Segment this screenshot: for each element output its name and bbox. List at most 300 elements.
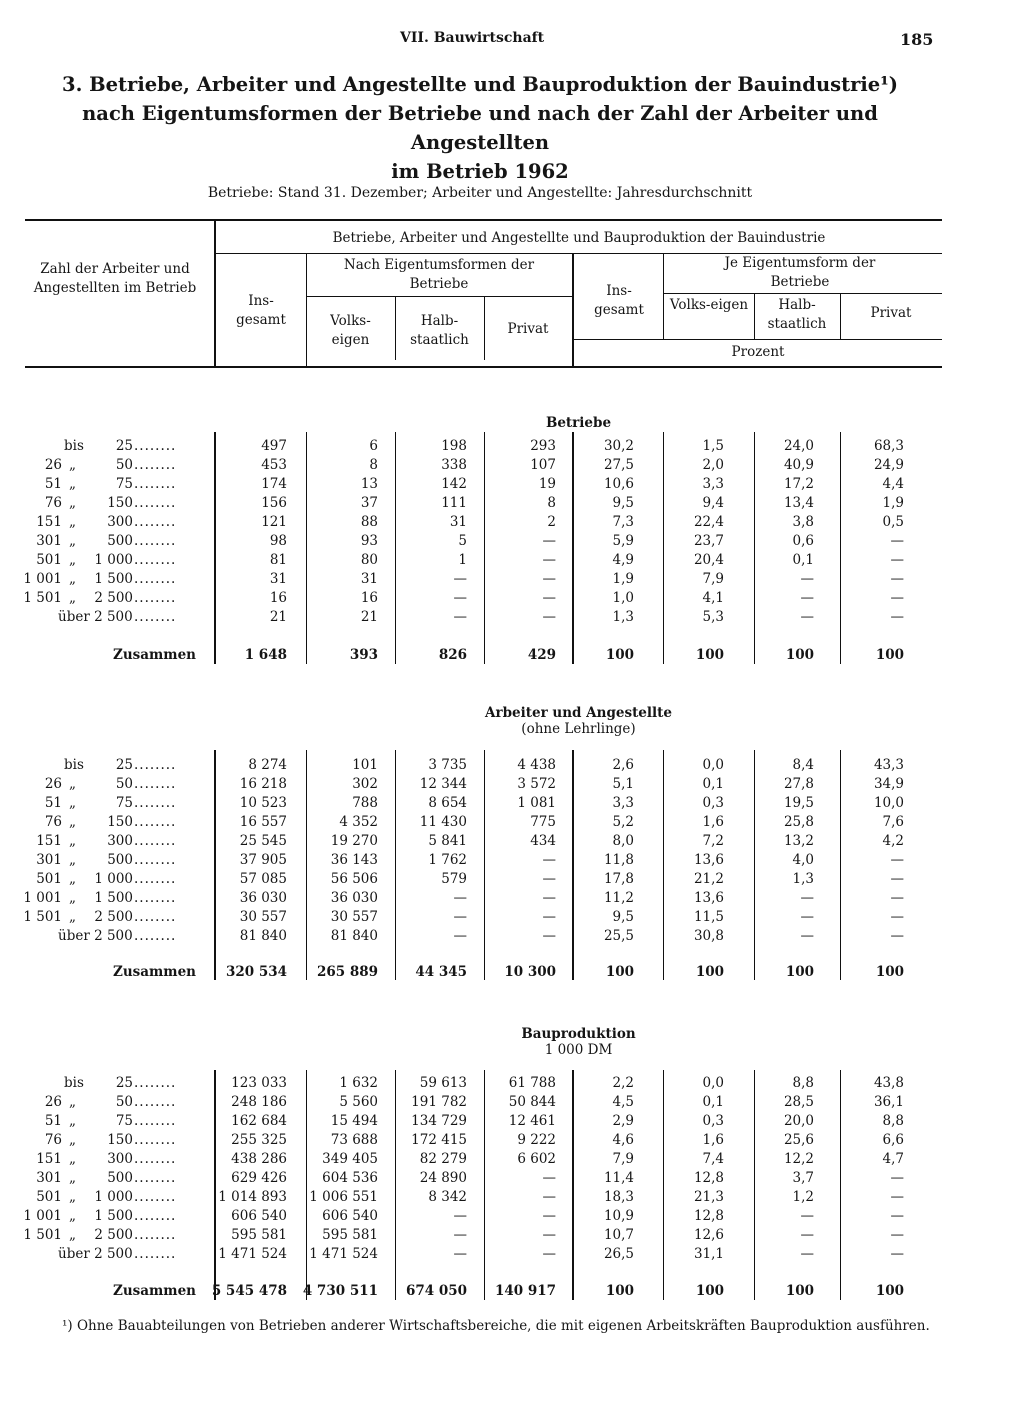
- ditto-mark: „: [69, 795, 76, 811]
- table-cell: 100: [785, 964, 814, 980]
- table-cell: 25,6: [783, 1132, 814, 1148]
- table-cell: 1 471 524: [218, 1246, 287, 1262]
- table-cell: 7,3: [612, 514, 634, 530]
- table-cell: 21: [360, 609, 378, 625]
- size-class-from: 76: [44, 495, 62, 511]
- size-class-from: 501: [36, 1189, 62, 1205]
- table-cell: —: [890, 1227, 904, 1243]
- size-class-to: 2 500: [94, 1227, 133, 1243]
- table-cell: 68,3: [873, 438, 904, 454]
- table-cell: 788: [352, 795, 378, 811]
- leader-dots: ........: [134, 795, 177, 811]
- table-title: [20, 70, 940, 186]
- table-cell: —: [890, 928, 904, 944]
- table-cell: 8,0: [612, 833, 634, 849]
- table-cell: 100: [695, 1283, 724, 1299]
- table-cell: 1,3: [792, 871, 814, 887]
- table-cell: 57 085: [239, 871, 287, 887]
- table-cell: 8,8: [792, 1075, 814, 1091]
- leader-dots: ........: [134, 776, 177, 792]
- table-row: [0, 1226, 1024, 1245]
- table-cell: 37: [360, 495, 378, 511]
- leader-dots: ........: [134, 476, 177, 492]
- size-class-from: über 2 500: [58, 1246, 133, 1262]
- table-cell: 0,5: [882, 514, 904, 530]
- table-cell: —: [542, 1170, 556, 1186]
- table-cell: 10,6: [603, 476, 634, 492]
- size-class-from: 151: [36, 833, 62, 849]
- leader-dots: ........: [134, 1151, 177, 1167]
- table-cell: 3,3: [612, 795, 634, 811]
- leader-dots: ........: [134, 909, 177, 925]
- table-title-line-1: 3. Betriebe, Arbeiter und Angestellte und Bauproduktion der Bauindustrie¹): [62, 73, 898, 96]
- size-class-from: bis: [64, 757, 84, 773]
- table-cell: 82 279: [419, 1151, 467, 1167]
- table-cell: 30,8: [693, 928, 724, 944]
- section-heading: [215, 1026, 942, 1058]
- size-class-from: 1 001: [23, 571, 62, 587]
- table-cell: 12 461: [508, 1113, 556, 1129]
- table-cell: 9,5: [612, 495, 634, 511]
- size-class-from: 501: [36, 552, 62, 568]
- table-cell: 3,8: [792, 514, 814, 530]
- table-cell: 17,2: [783, 476, 814, 492]
- col-header-halbstaatlich-pct: Halb-staatlich: [767, 297, 827, 332]
- table-cell: 21: [269, 609, 287, 625]
- table-cell: —: [453, 909, 467, 925]
- table-cell: —: [542, 890, 556, 906]
- table-cell: 93: [360, 533, 378, 549]
- col-header-insgesamt: Ins-gesamt: [236, 293, 286, 328]
- table-cell: 0,1: [792, 552, 814, 568]
- size-class-from: 301: [36, 852, 62, 868]
- ditto-mark: „: [69, 1151, 76, 1167]
- table-cell: 8 342: [428, 1189, 467, 1205]
- table-cell: —: [800, 928, 814, 944]
- table-cell: 21,2: [693, 871, 724, 887]
- table-cell: —: [890, 871, 904, 887]
- table-cell: 7,4: [702, 1151, 724, 1167]
- table-cell: —: [890, 909, 904, 925]
- table-cell: 8: [369, 457, 378, 473]
- size-class-to: 1 500: [94, 571, 133, 587]
- table-cell: 0,3: [702, 795, 724, 811]
- table-cell: 497: [261, 438, 287, 454]
- table-cell: —: [542, 1227, 556, 1243]
- size-class-from: 51: [44, 476, 62, 492]
- table-cell: 4,6: [612, 1132, 634, 1148]
- size-class-from: 76: [44, 1132, 62, 1148]
- table-row: [0, 1169, 1024, 1188]
- leader-dots: ........: [134, 852, 177, 868]
- size-class-from: 151: [36, 1151, 62, 1167]
- total-label: Zusammen: [113, 1283, 196, 1299]
- table-cell: 604 536: [322, 1170, 378, 1186]
- table-cell: 100: [695, 647, 724, 663]
- size-class-to: 1 000: [94, 552, 133, 568]
- table-cell: 26,5: [603, 1246, 634, 1262]
- table-cell: 349 405: [322, 1151, 378, 1167]
- table-cell: 4,2: [882, 833, 904, 849]
- table-cell: —: [890, 852, 904, 868]
- header-rule-sub: [664, 293, 942, 294]
- stub-header: Zahl der Arbeiter und Angestellten im Betrieb: [33, 261, 197, 296]
- table-cell: 43,3: [873, 757, 904, 773]
- size-class-to: 75: [115, 795, 133, 811]
- size-class-to: 25: [115, 1075, 133, 1091]
- table-cell: 1 014 893: [218, 1189, 287, 1205]
- table-cell: 0,6: [792, 533, 814, 549]
- size-class-to: 300: [107, 1151, 133, 1167]
- leader-dots: ........: [134, 890, 177, 906]
- table-cell: 606 540: [231, 1208, 287, 1224]
- table-cell: 6,6: [882, 1132, 904, 1148]
- table-cell: —: [542, 590, 556, 606]
- table-cell: 1 648: [244, 647, 287, 663]
- size-class-to: 300: [107, 833, 133, 849]
- section-name: VII. Bauwirtschaft: [400, 30, 545, 46]
- table-cell: —: [890, 1170, 904, 1186]
- size-class-from: 1 001: [23, 1208, 62, 1224]
- table-cell: —: [890, 533, 904, 549]
- col-header-volkseigen-pct: Volks-eigen: [669, 297, 749, 313]
- table-cell: 4 438: [517, 757, 556, 773]
- size-class-to: 500: [107, 1170, 133, 1186]
- table-cell: 25,5: [603, 928, 634, 944]
- table-cell: 1,3: [612, 609, 634, 625]
- table-cell: 30,2: [603, 438, 634, 454]
- table-cell: 8 274: [248, 757, 287, 773]
- table-cell: 191 782: [411, 1094, 467, 1110]
- table-cell: 775: [530, 814, 556, 830]
- table-cell: —: [890, 1246, 904, 1262]
- header-rule-sub: [307, 296, 572, 297]
- table-cell: 12 344: [419, 776, 467, 792]
- table-top-rule: [25, 219, 942, 221]
- header-divider: [306, 254, 307, 366]
- table-row: [0, 1131, 1024, 1150]
- table-row: [0, 1112, 1024, 1131]
- table-cell: —: [542, 1189, 556, 1205]
- col-header-privat-pct: Privat: [870, 305, 912, 321]
- leader-dots: ........: [134, 533, 177, 549]
- table-cell: 25,8: [783, 814, 814, 830]
- table-cell: —: [453, 1208, 467, 1224]
- table-cell: 1: [458, 552, 467, 568]
- table-cell: 16 218: [239, 776, 287, 792]
- table-cell: 4,9: [612, 552, 634, 568]
- ditto-mark: „: [69, 1189, 76, 1205]
- table-cell: 4,0: [792, 852, 814, 868]
- leader-dots: ........: [134, 495, 177, 511]
- table-subtitle: Betriebe: Stand 31. Dezember; Arbeiter und Angestellte: Jahresdurchschnitt: [207, 185, 753, 201]
- table-cell: 100: [785, 1283, 814, 1299]
- table-cell: 100: [605, 647, 634, 663]
- size-class-to: 1 500: [94, 890, 133, 906]
- table-cell: 0,1: [702, 1094, 724, 1110]
- table-cell: 18,3: [603, 1189, 634, 1205]
- table-cell: 3,3: [702, 476, 724, 492]
- table-cell: 24,0: [783, 438, 814, 454]
- ditto-mark: „: [69, 476, 76, 492]
- size-class-to: 1 000: [94, 871, 133, 887]
- table-row: [0, 1207, 1024, 1226]
- size-class-to: 75: [115, 476, 133, 492]
- table-row: [0, 1245, 1024, 1264]
- ditto-mark: „: [69, 457, 76, 473]
- table-cell: —: [542, 571, 556, 587]
- table-cell: 100: [875, 647, 904, 663]
- table-cell: 4 352: [339, 814, 378, 830]
- size-class-from: 1 501: [23, 909, 62, 925]
- section-unit: 1 000 DM: [544, 1042, 613, 1058]
- table-cell: 50 844: [508, 1094, 556, 1110]
- table-cell: 100: [605, 964, 634, 980]
- table-cell: 40,9: [783, 457, 814, 473]
- leader-dots: ........: [134, 1246, 177, 1262]
- table-cell: 13,6: [693, 890, 724, 906]
- size-class-from: 1 001: [23, 890, 62, 906]
- table-cell: 9,4: [702, 495, 724, 511]
- table-cell: 3 735: [428, 757, 467, 773]
- table-cell: 1,6: [702, 814, 724, 830]
- table-cell: 0,1: [702, 776, 724, 792]
- size-class-to: 75: [115, 1113, 133, 1129]
- table-row: [0, 570, 1024, 589]
- leader-dots: ........: [134, 552, 177, 568]
- table-cell: 595 581: [231, 1227, 287, 1243]
- table-cell: 293: [530, 438, 556, 454]
- table-cell: 80: [360, 552, 378, 568]
- table-cell: —: [542, 909, 556, 925]
- table-cell: 123 033: [231, 1075, 287, 1091]
- table-cell: 24 890: [419, 1170, 467, 1186]
- table-cell: 595 581: [322, 1227, 378, 1243]
- table-cell: 9,5: [612, 909, 634, 925]
- table-cell: 2,2: [612, 1075, 634, 1091]
- leader-dots: ........: [134, 1189, 177, 1205]
- table-cell: 88: [360, 514, 378, 530]
- table-cell: 31: [449, 514, 467, 530]
- table-cell: 16: [360, 590, 378, 606]
- size-class-to: 2 500: [94, 590, 133, 606]
- table-cell: 7,2: [702, 833, 724, 849]
- table-row: [0, 813, 1024, 832]
- table-row: [0, 551, 1024, 570]
- table-cell: 100: [605, 1283, 634, 1299]
- table-cell: 12,8: [693, 1170, 724, 1186]
- table-cell: 73 688: [330, 1132, 378, 1148]
- table-cell: —: [890, 590, 904, 606]
- table-cell: —: [800, 909, 814, 925]
- total-row: [0, 963, 1024, 982]
- table-cell: 338: [441, 457, 467, 473]
- table-cell: 579: [441, 871, 467, 887]
- size-class-from: 26: [44, 1094, 62, 1110]
- col-header-prozent: Prozent: [731, 344, 785, 360]
- table-cell: 43,8: [873, 1075, 904, 1091]
- table-cell: 7,9: [612, 1151, 634, 1167]
- size-class-from: 501: [36, 871, 62, 887]
- ditto-mark: „: [69, 590, 76, 606]
- table-row: [0, 832, 1024, 851]
- table-cell: 1,5: [702, 438, 724, 454]
- table-cell: 438 286: [231, 1151, 287, 1167]
- table-cell: —: [453, 1246, 467, 1262]
- table-cell: 5 560: [339, 1094, 378, 1110]
- col-group-je-eigentumsform: Je Eigentumsform der Betriebe: [724, 255, 876, 290]
- table-row: [0, 456, 1024, 475]
- table-cell: 453: [261, 457, 287, 473]
- table-cell: 0,0: [702, 757, 724, 773]
- table-row: [0, 532, 1024, 551]
- table-cell: 13,4: [783, 495, 814, 511]
- table-cell: —: [542, 609, 556, 625]
- table-cell: 11,4: [603, 1170, 634, 1186]
- size-class-from: 76: [44, 814, 62, 830]
- table-cell: 1,0: [612, 590, 634, 606]
- table-cell: 4,5: [612, 1094, 634, 1110]
- table-title-line-3: im Betrieb 1962: [391, 160, 569, 183]
- table-cell: 4 730 511: [302, 1283, 378, 1299]
- ditto-mark: „: [69, 1170, 76, 1186]
- table-cell: 11 430: [419, 814, 467, 830]
- table-row: [0, 1074, 1024, 1093]
- size-class-to: 300: [107, 514, 133, 530]
- leader-dots: ........: [134, 571, 177, 587]
- leader-dots: ........: [134, 814, 177, 830]
- table-row: [0, 437, 1024, 456]
- table-cell: —: [453, 571, 467, 587]
- table-cell: —: [890, 571, 904, 587]
- table-header-bottom-rule: [25, 366, 942, 368]
- table-cell: 0,3: [702, 1113, 724, 1129]
- table-cell: 8,4: [792, 757, 814, 773]
- table-cell: —: [453, 609, 467, 625]
- section-heading: [215, 415, 942, 431]
- table-cell: 81: [269, 552, 287, 568]
- leader-dots: ........: [134, 1075, 177, 1091]
- table-cell: 36,1: [873, 1094, 904, 1110]
- ditto-mark: „: [69, 552, 76, 568]
- table-cell: 4,4: [882, 476, 904, 492]
- size-class-to: 2 500: [94, 909, 133, 925]
- table-cell: 6 602: [517, 1151, 556, 1167]
- leader-dots: ........: [134, 1132, 177, 1148]
- header-divider: [754, 294, 755, 340]
- table-cell: —: [890, 552, 904, 568]
- leader-dots: ........: [134, 1094, 177, 1110]
- table-cell: —: [800, 1208, 814, 1224]
- table-cell: 9 222: [517, 1132, 556, 1148]
- size-class-to: 25: [115, 757, 133, 773]
- col-header-privat: Privat: [507, 321, 549, 337]
- table-cell: 61 788: [508, 1075, 556, 1091]
- table-cell: 4,1: [702, 590, 724, 606]
- ditto-mark: „: [69, 1094, 76, 1110]
- table-cell: 1 471 524: [309, 1246, 378, 1262]
- table-cell: 17,8: [603, 871, 634, 887]
- table-cell: 198: [441, 438, 467, 454]
- table-cell: 6: [369, 438, 378, 454]
- section-title: Bauproduktion: [521, 1026, 636, 1042]
- table-row: [0, 889, 1024, 908]
- table-cell: 100: [875, 964, 904, 980]
- table-cell: 3,7: [792, 1170, 814, 1186]
- table-cell: 674 050: [405, 1283, 467, 1299]
- table-cell: 27,5: [603, 457, 634, 473]
- table-cell: 27,8: [783, 776, 814, 792]
- table-cell: 28,5: [783, 1094, 814, 1110]
- table-cell: 31: [269, 571, 287, 587]
- total-row: [0, 1282, 1024, 1301]
- table-cell: 248 186: [231, 1094, 287, 1110]
- table-cell: 37 905: [239, 852, 287, 868]
- ditto-mark: „: [69, 890, 76, 906]
- table-cell: 16: [269, 590, 287, 606]
- table-cell: 56 506: [330, 871, 378, 887]
- ditto-mark: „: [69, 514, 76, 530]
- page-number: 185: [900, 30, 934, 49]
- table-row: [0, 927, 1024, 946]
- table-cell: 7,6: [882, 814, 904, 830]
- table-row: [0, 908, 1024, 927]
- ditto-mark: „: [69, 571, 76, 587]
- table-row: [0, 1150, 1024, 1169]
- table-cell: 100: [785, 647, 814, 663]
- table-cell: 1,9: [612, 571, 634, 587]
- size-class-to: 50: [115, 1094, 133, 1110]
- table-cell: 111: [441, 495, 467, 511]
- table-cell: 11,5: [693, 909, 724, 925]
- table-cell: 2: [547, 514, 556, 530]
- table-cell: —: [542, 852, 556, 868]
- table-cell: 8,8: [882, 1113, 904, 1129]
- table-cell: 24,9: [873, 457, 904, 473]
- table-cell: 1 632: [339, 1075, 378, 1091]
- table-cell: 5,9: [612, 533, 634, 549]
- leader-dots: ........: [134, 1113, 177, 1129]
- leader-dots: ........: [134, 1208, 177, 1224]
- table-cell: —: [542, 871, 556, 887]
- ditto-mark: „: [69, 833, 76, 849]
- table-cell: 25 545: [239, 833, 287, 849]
- table-cell: 0,0: [702, 1075, 724, 1091]
- header-divider: [840, 294, 841, 340]
- table-cell: 320 534: [225, 964, 287, 980]
- col-group-nach-eigentumsformen: Nach Eigentumsformen der Betriebe: [343, 257, 535, 292]
- table-cell: 31,1: [693, 1246, 724, 1262]
- table-cell: 140 917: [494, 1283, 556, 1299]
- ditto-mark: „: [69, 909, 76, 925]
- table-cell: 1 081: [517, 795, 556, 811]
- section-title: Arbeiter und Angestellte: [485, 705, 672, 721]
- header-divider: [395, 297, 396, 360]
- table-cell: 2,6: [612, 757, 634, 773]
- leader-dots: ........: [134, 928, 177, 944]
- leader-dots: ........: [134, 871, 177, 887]
- table-cell: 11,2: [603, 890, 634, 906]
- ditto-mark: „: [69, 1113, 76, 1129]
- leader-dots: ........: [134, 514, 177, 530]
- table-cell: 5,2: [612, 814, 634, 830]
- header-divider: [663, 254, 664, 340]
- table-cell: 1,2: [792, 1189, 814, 1205]
- table-cell: 81 840: [239, 928, 287, 944]
- table-cell: —: [800, 1227, 814, 1243]
- table-cell: —: [800, 571, 814, 587]
- header-rule-prozent: [574, 339, 942, 340]
